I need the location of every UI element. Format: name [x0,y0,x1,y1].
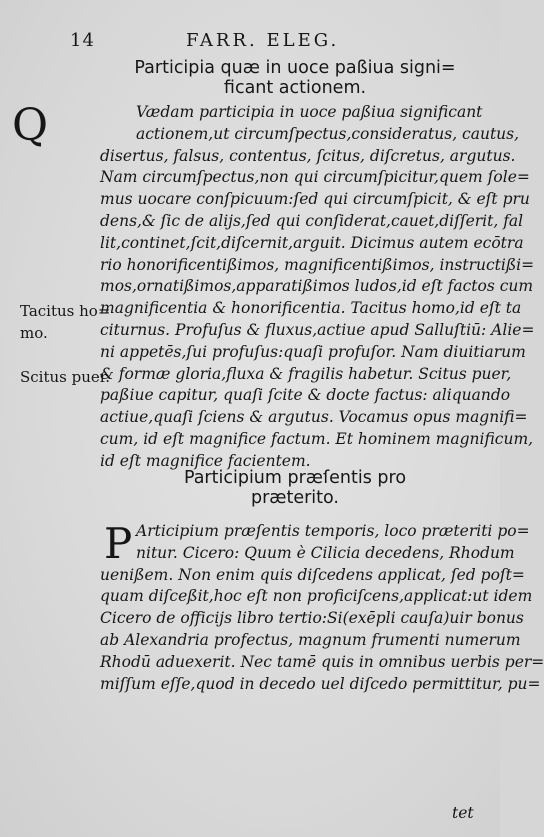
text-line: mus uocare conſpicuum:ſed qui circumſpicit, & eſt pru [100,190,530,209]
heading-line: Participia quæ in uoce paßiua signi= [134,58,456,78]
text-line: Rhodū aduexerit. Nec tamē quis in omnibus uerbis per= [100,652,544,671]
running-title: FARR. ELEG. [186,30,340,51]
margin-note-tacitus-cont: mo. [20,324,48,342]
catchword: tet [452,804,474,822]
text-line: paßiue capitur, quaſi ſcite & docte factus: aliquando [100,386,511,405]
text-line: ni appetēs,ſui profuſus:quaſi profuſor. Nam diuitiarum [100,342,526,361]
text-line: ab Alexandria profectus, magnum frumenti numerum [100,630,521,649]
heading-line: ficant actionem. [223,78,367,98]
paragraph-1 [100,102,535,473]
margin-note-tacitus: Tacitus ho= [20,302,111,320]
text-line: id eſt magnifice facientem. [100,451,311,470]
section-heading-1 [100,58,490,98]
margin-note-scitus: Scitus puer. [20,368,111,386]
text-line: actionem,ut circumſpectus,consideratus, cautus, [136,124,520,143]
text-line: cum, id eſt magnifice factum. Et hominem magnificum, [100,429,534,448]
text-line: nitur. Cicero: Quum è Cilicia decedens, Rhodum [136,543,515,562]
text-line: Vædam participia in uoce paßiua significant [136,103,483,121]
page-number: 14 [70,30,95,51]
heading-line: præterito. [251,488,339,508]
text-line: rio honorificentißimos, magnificentißimos, instructißi= [100,255,535,274]
text-line: lit,continet,ſcit,diſcernit,arguit. Dicimus autem ecōtra [100,233,524,252]
text-line: dens,& ſic de alijs,ſed qui conſiderat,cauet,diſſerit, fal [100,211,524,230]
text-line: uenißem. Non enim quis diſcedens applicat, ſed poſt= [100,565,525,584]
text-line: disertus, falsus, contentus, ſcitus, diſcretus, argutus. [100,146,516,165]
text-line: quam diſceßit,hoc eſt non proficiſcens,applicat:ut idem [100,587,533,606]
text-line: Cicero de officijs libro tertio:Si(exēpli cauſa)uir bonus [100,609,524,628]
text-line: mos,ornatißimos,apparatißimos ludos,id eſt factos cum [100,277,534,296]
text-line: magnificentia & honorificentia. Tacitus homo,id eſt ta [100,299,522,318]
text-line: actiue,quaſi ſciens & argutus. Vocamus opus magnifi= [100,408,528,427]
section-heading-2 [100,468,490,508]
paragraph-2 [100,521,544,695]
text-line: Nam circumſpectus,non qui circumſpicitur,quem ſole= [100,168,530,187]
text-line: miſſum eſſe,quod in decedo uel diſcedo permittitur, pu= [100,674,541,693]
page-header [0,30,500,52]
text-line: & formæ gloria,fluxa & fragilis habetur. Scitus puer, [100,364,512,383]
drop-capital: P [104,519,133,568]
drop-capital: Q [12,100,49,151]
heading-line: Participium præſentis pro [183,468,407,488]
text-line: citurnus. Profuſus & fluxus,actiue apud Salluſtiū: Alie= [100,320,535,339]
text-line: Articipium præſentis temporis, loco præteriti po= [136,522,530,540]
